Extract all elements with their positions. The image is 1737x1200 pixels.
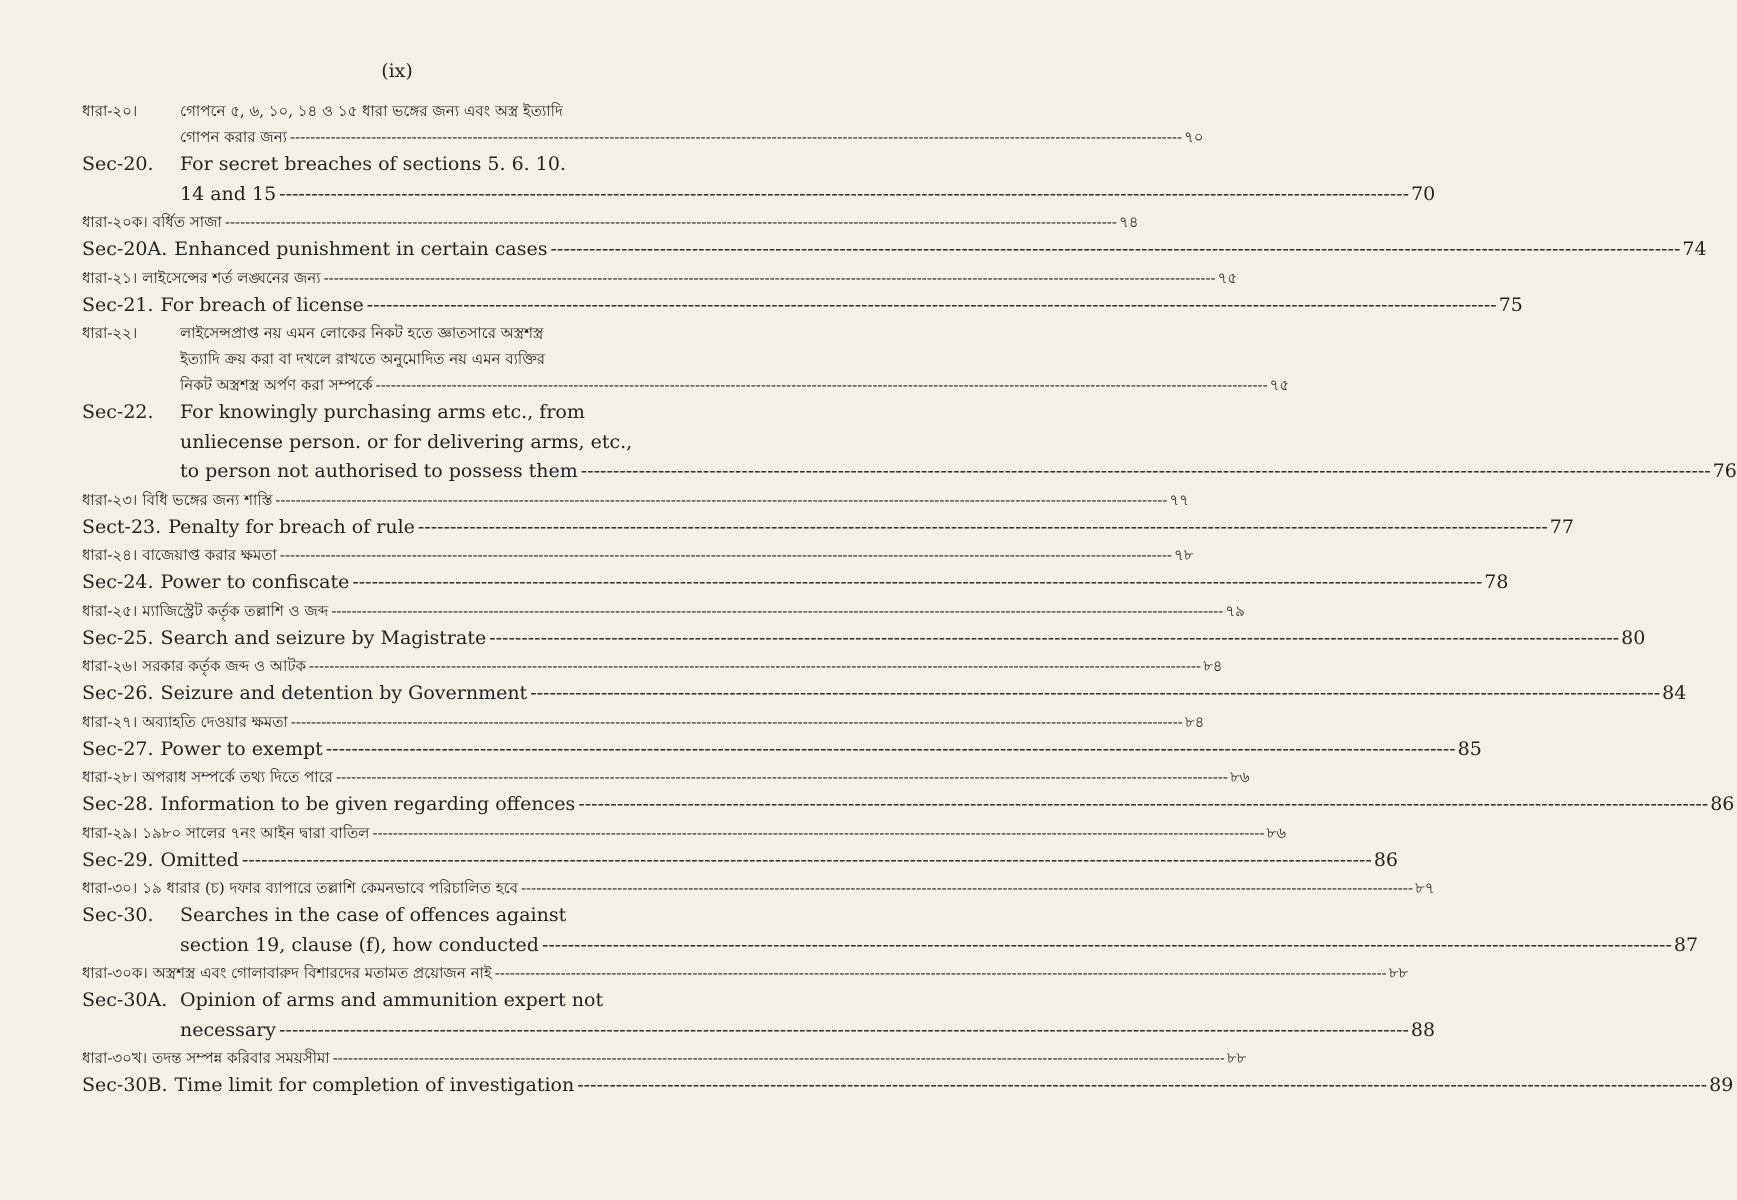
page-reference: 80: [1621, 626, 1646, 649]
section-title-line: Information to be given regarding offences: [160, 793, 576, 815]
section-title-line: তদন্ত সম্পন্ন করিবার সময়সীমা: [152, 1049, 330, 1067]
section-title-line: ইত্যাদি ক্রয় করা বা দখলে রাখতে অনুমোদিত নয় এমন ব্যক্তির: [180, 350, 546, 368]
section-number: Sec-28.: [82, 793, 154, 815]
toc-entry: [82, 790, 1735, 820]
toc-entry: [82, 624, 1646, 654]
page-reference: ৭৯: [1225, 601, 1245, 620]
dot-leader: [550, 235, 1680, 265]
page-reference: 86: [1710, 793, 1735, 815]
section-number: ধারা-২২।: [82, 324, 138, 342]
toc-entry: [82, 487, 1189, 513]
dot-leader: [489, 624, 1619, 654]
page-reference: 85: [1457, 737, 1482, 760]
section-title-line: For secret breaches of sections 5. 6. 10.: [180, 153, 566, 175]
toc-entry: [82, 709, 1205, 735]
section-number: Sec-26.: [82, 682, 154, 704]
section-title-line: ১৯৮০ সালের ৭নং আইন দ্বারা বাতিল: [142, 823, 370, 842]
page-reference: ৮৪: [1203, 657, 1223, 675]
section-number: Sec-30A.: [82, 989, 168, 1011]
toc-entry: [82, 1045, 1247, 1071]
dot-leader: [275, 487, 1167, 513]
section-title-line: Searches in the case of offences against: [180, 904, 567, 926]
section-title-line: বিধি ভঙ্গের জন্য শাস্তি: [142, 490, 273, 509]
toc-entry: [82, 291, 1523, 321]
section-title-line: লাইসেন্সের শর্ত লঙ্ঘনের জন্য: [142, 268, 321, 287]
toc-entry: [82, 542, 1194, 568]
table-of-contents: [82, 98, 1737, 1101]
section-number: Sec-25.: [82, 626, 154, 649]
section-title-line: unliecense person. or for delivering arms, etc.,: [180, 430, 633, 453]
toc-entry: [82, 568, 1509, 598]
section-number: ধারা-২০ক।: [82, 213, 148, 231]
section-title-line: Search and seizure by Magistrate: [160, 626, 487, 649]
toc-entry: [82, 679, 1687, 709]
page-reference: ৭৭: [1169, 490, 1189, 509]
dot-leader: [530, 679, 1660, 709]
dot-leader: [333, 1045, 1225, 1071]
page-reference: ৮৭: [1415, 879, 1435, 897]
toc-entry: [82, 398, 1737, 487]
dot-leader: [367, 291, 1497, 321]
page-reference: 77: [1549, 515, 1574, 538]
section-title-line: For knowingly purchasing arms etc., from: [180, 401, 585, 423]
section-title-line: অস্ত্রশস্ত্র এবং গোলাবারুদ বিশারদের মতামত প্রয়োজন নাই: [152, 964, 492, 982]
section-title-line: to person not authorised to possess them: [180, 460, 578, 482]
section-title-line: বাজেয়াপ্ত করার ক্ষমতা: [142, 546, 277, 564]
toc-entry: [82, 513, 1574, 543]
section-number: Sec-27.: [82, 737, 154, 760]
dot-leader: [331, 598, 1223, 624]
dot-leader: [324, 265, 1216, 291]
section-number: Sec-30.: [82, 904, 154, 926]
toc-entry: [82, 901, 1699, 960]
page-reference: ৭৫: [1269, 376, 1290, 394]
toc-entry: [82, 986, 1436, 1045]
section-title-line: Power to exempt: [160, 737, 323, 760]
section-title-line: বর্ধিত সাজা: [152, 213, 222, 231]
page-reference: ৮৮: [1226, 1049, 1247, 1067]
page-reference: ৮৬: [1229, 768, 1250, 786]
section-title-line: 14 and 15: [180, 182, 277, 205]
dot-leader: [336, 764, 1228, 790]
dot-leader: [242, 846, 1372, 876]
section-title-line: অব্যাহতি দেওয়ার ক্ষমতা: [142, 712, 288, 731]
section-title-line: Omitted: [160, 848, 239, 871]
section-title-line: Enhanced punishment in certain cases: [174, 238, 548, 260]
dot-leader: [542, 931, 1672, 961]
section-title-line: নিকট অস্ত্রশস্ত্র অর্পণ করা সম্পর্কে: [180, 376, 373, 394]
dot-leader: [495, 960, 1387, 986]
section-number: ধারা-২০।: [82, 102, 138, 120]
dot-leader: [577, 1071, 1707, 1101]
toc-entry: [82, 820, 1287, 846]
section-number: Sect-23.: [82, 515, 162, 538]
page-reference: 75: [1498, 293, 1523, 316]
page-reference: 88: [1410, 1018, 1436, 1041]
dot-leader: [326, 735, 1456, 765]
section-title-line: Time limit for completion of investigation: [174, 1074, 575, 1096]
dot-leader: [279, 180, 1409, 210]
page-reference: ৮৮: [1388, 964, 1409, 982]
section-number: Sec-20A.: [82, 238, 168, 260]
section-number: Sec-22.: [82, 401, 154, 423]
section-number: ধারা-৩০।: [82, 879, 138, 897]
section-number: ধারা-২৬।: [82, 657, 138, 675]
toc-entry: [82, 598, 1245, 624]
toc-entry: [82, 209, 1139, 235]
section-title-line: ম্যাজিস্ট্রেট কর্তৃক তল্লাশি ও জব্দ: [142, 601, 329, 620]
dot-leader: [521, 875, 1413, 901]
page-reference: 89: [1709, 1074, 1734, 1096]
toc-entry: [82, 98, 1204, 150]
page-reference: 78: [1484, 571, 1509, 593]
page-reference: 70: [1411, 182, 1436, 205]
page-reference: 86: [1373, 848, 1398, 871]
dot-leader: [352, 568, 1482, 598]
toc-entry: [82, 960, 1409, 986]
dot-leader: [290, 124, 1182, 150]
toc-entry: [82, 265, 1238, 291]
toc-entry: [82, 735, 1482, 765]
section-title-line: অপরাধ সম্পর্কে তথ্য দিতে পারে: [142, 768, 333, 786]
section-number: ধারা-২৭।: [82, 712, 138, 731]
section-number: Sec-20.: [82, 153, 154, 175]
section-title-line: Opinion of arms and ammunition expert not: [180, 989, 604, 1011]
dot-leader: [418, 513, 1548, 543]
section-number: ধারা-২৮।: [82, 768, 138, 786]
toc-entry: [82, 846, 1398, 876]
page-reference: ৮৬: [1266, 823, 1287, 842]
section-title-line: সরকার কর্তৃক জব্দ ও আটক: [142, 657, 307, 675]
dot-leader: [291, 709, 1183, 735]
section-number: ধারা-২১।: [82, 268, 138, 287]
page-reference: 76: [1712, 460, 1737, 482]
page-reference: 87: [1673, 933, 1699, 956]
page-reference: 74: [1682, 238, 1707, 260]
section-number: ধারা-২৫।: [82, 601, 138, 620]
section-title-line: Penalty for breach of rule: [168, 515, 415, 538]
dot-leader: [225, 209, 1117, 235]
section-title-line: লাইসেন্সপ্রাপ্ত নয় এমন লোকের নিকট হতে জ্ঞাতসারে অস্ত্রশস্ত্র: [180, 324, 544, 342]
toc-entry: [82, 764, 1250, 790]
section-title-line: গোপন করার জন্য: [180, 128, 288, 146]
dot-leader: [578, 790, 1708, 820]
dot-leader: [279, 1016, 1409, 1046]
section-number: Sec-29.: [82, 848, 154, 871]
dot-leader: [373, 820, 1265, 846]
page-number: (ix): [381, 60, 413, 82]
dot-leader: [309, 653, 1201, 679]
dot-leader: [581, 457, 1711, 487]
section-title-line: necessary: [180, 1018, 277, 1041]
section-number: ধারা-২৩।: [82, 490, 138, 509]
page-reference: ৭৫: [1217, 268, 1238, 287]
section-title-line: For breach of license: [160, 293, 364, 316]
section-number: Sec-24.: [82, 571, 154, 593]
toc-entry: [82, 235, 1707, 265]
toc-entry: [82, 875, 1435, 901]
section-title-line: section 19, clause (f), how conducted: [180, 933, 539, 956]
page-reference: ৭৪: [1118, 213, 1139, 231]
section-number: ধারা-২৪।: [82, 546, 138, 564]
page-reference: ৮৪: [1184, 712, 1205, 731]
section-title-line: Seizure and detention by Government: [160, 682, 528, 704]
toc-entry: [82, 150, 1436, 209]
section-number: Sec-30B.: [82, 1074, 168, 1096]
section-title-line: ১৯ ধারার (চ) দফার ব্যাপারে তল্লাশি কেমনভাবে পরিচালিত হবে: [142, 879, 518, 897]
toc-entry: [82, 1071, 1734, 1101]
section-title-line: গোপনে ৫, ৬, ১০, ১৪ ও ১৫ ধারা ভঙ্গের জন্য এবং অস্ত্র ইত্যাদি: [180, 102, 563, 120]
page-reference: ৭৮: [1173, 546, 1194, 564]
section-number: ধারা-২৯।: [82, 823, 138, 842]
dot-leader: [280, 542, 1172, 568]
section-number: Sec-21.: [82, 293, 154, 316]
page-reference: ৭০: [1184, 128, 1204, 146]
section-title-line: Power to confiscate: [160, 571, 350, 593]
toc-entry: [82, 653, 1223, 679]
dot-leader: [376, 372, 1268, 398]
section-number: ধারা-৩০ক।: [82, 964, 148, 982]
page-reference: 84: [1662, 682, 1687, 704]
section-number: ধারা-৩০খ।: [82, 1049, 148, 1067]
toc-entry: [82, 320, 1290, 398]
